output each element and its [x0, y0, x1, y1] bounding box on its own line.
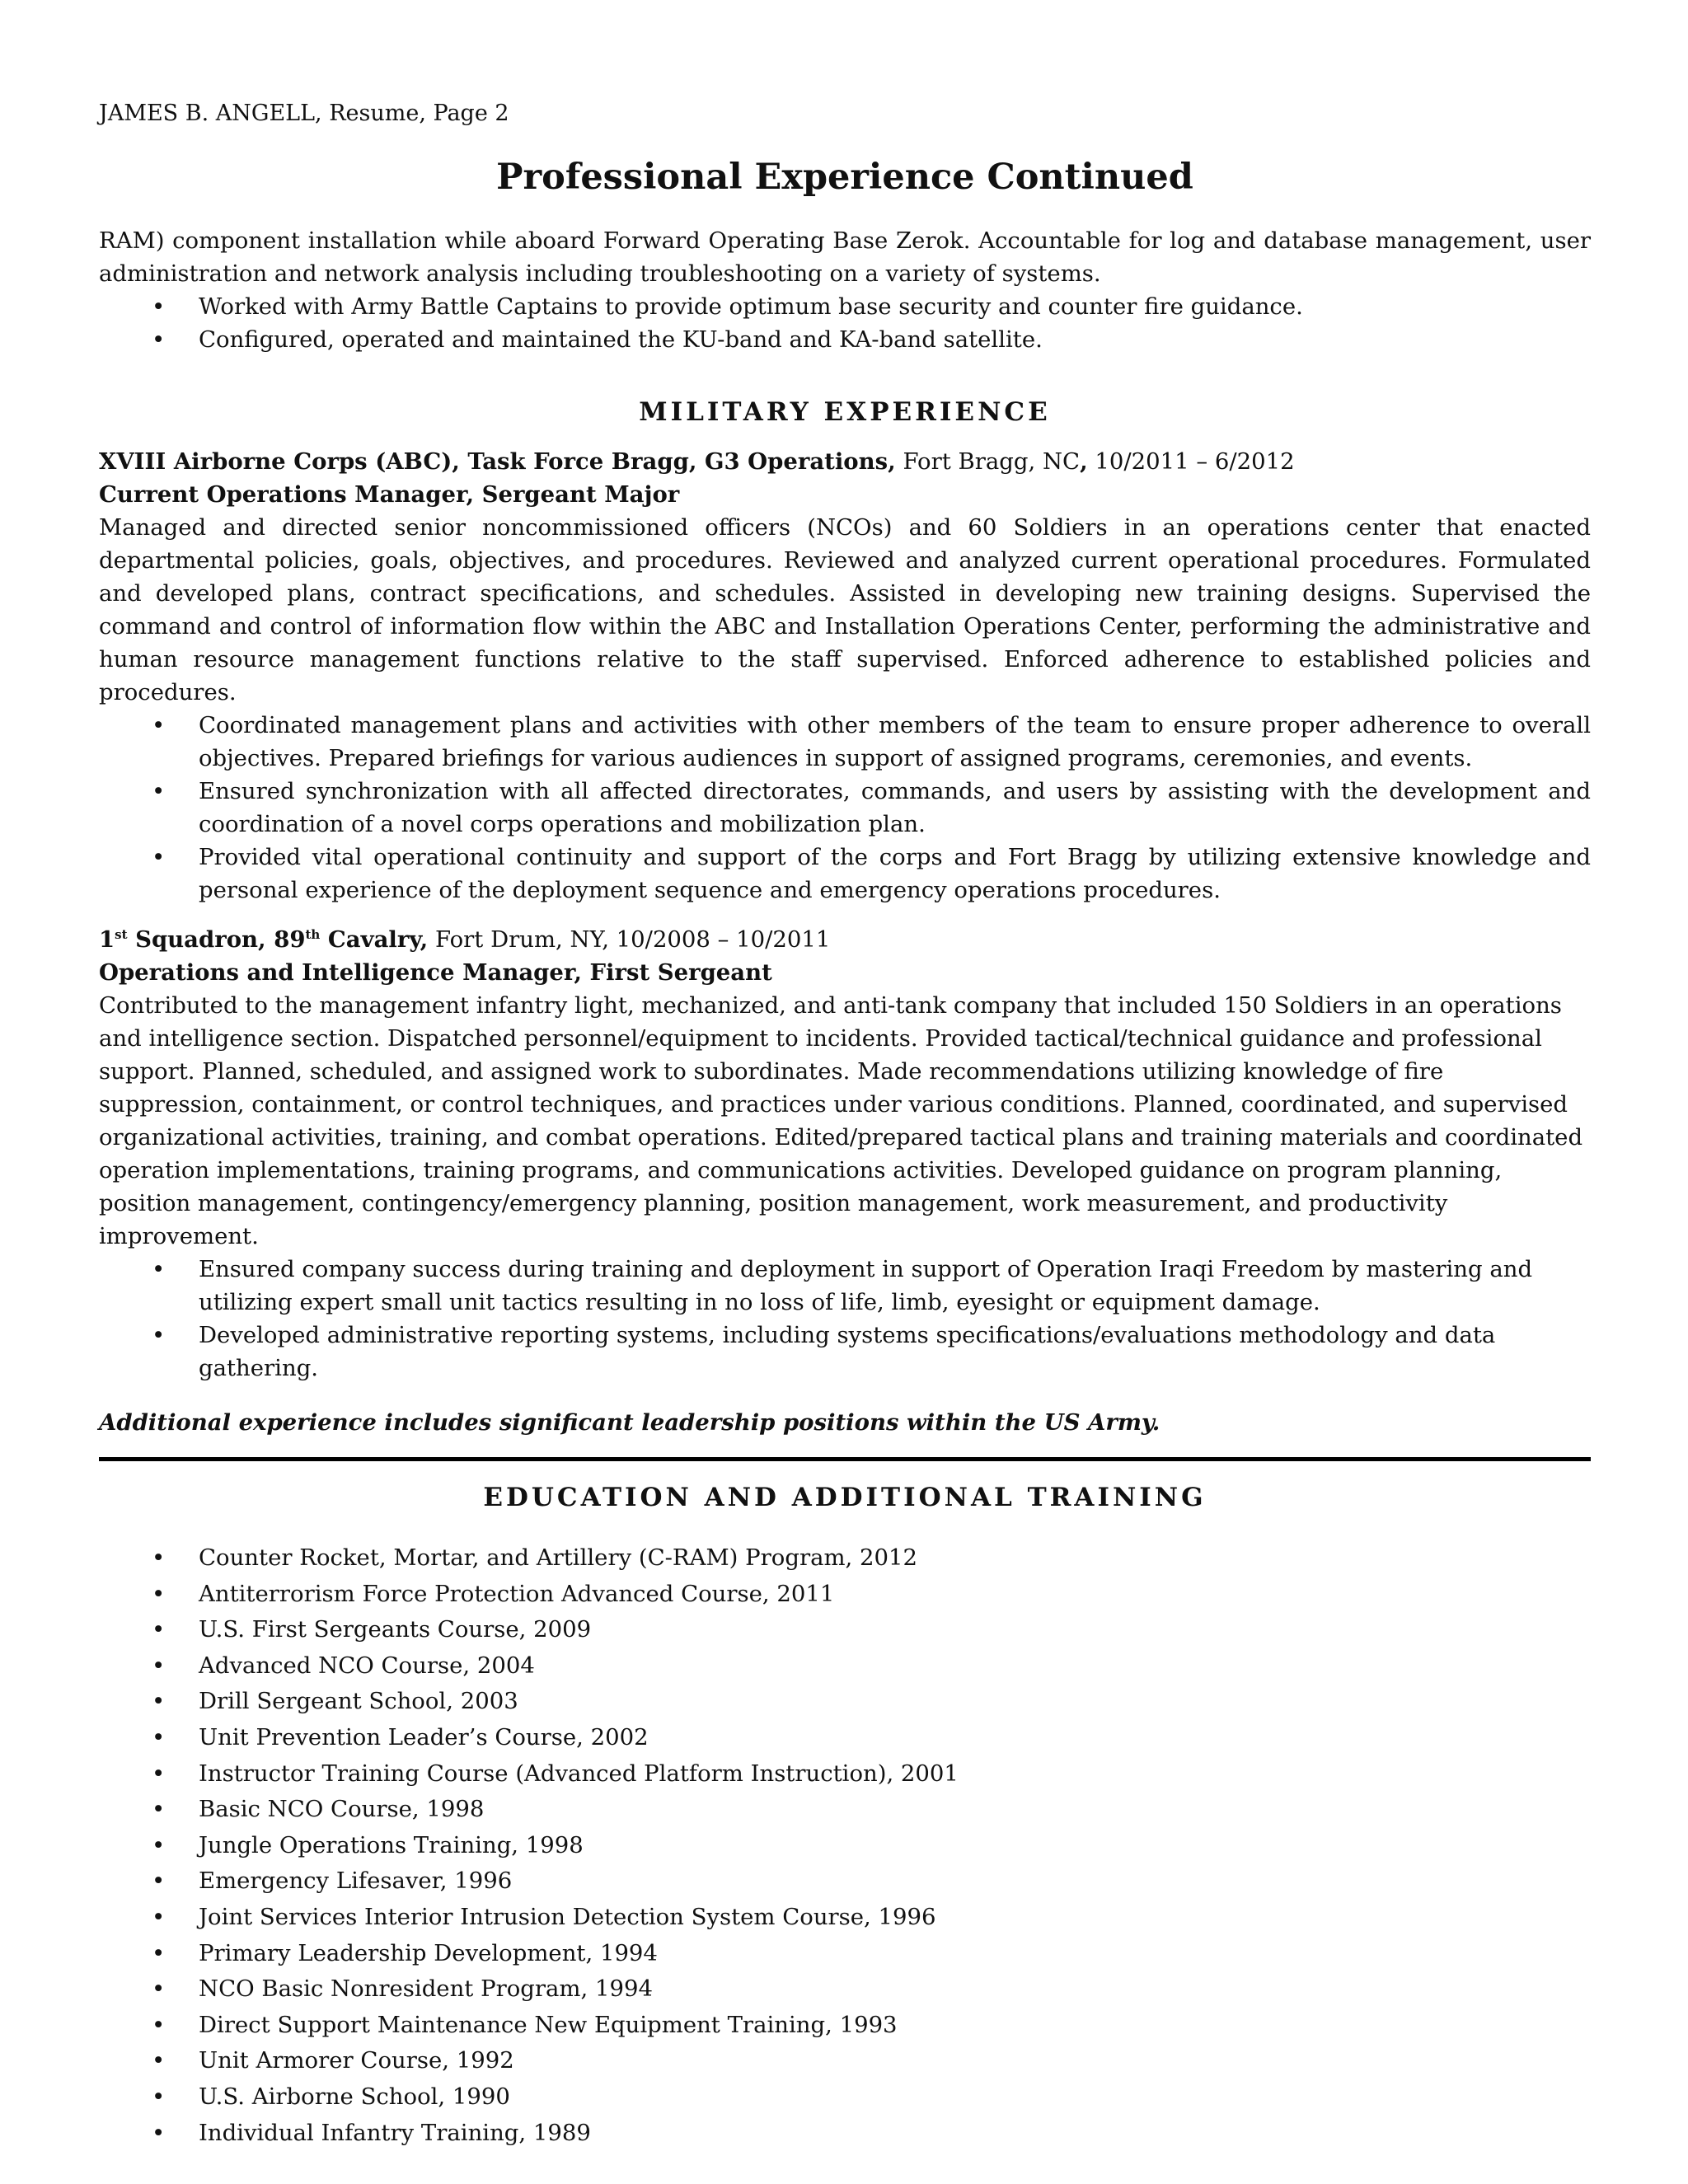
education-item: • Joint Services Interior Intrusion Detection System Course, 1996	[99, 1900, 1591, 1936]
job-description: Contributed to the management infantry light, mechanized, and anti-tank company that included 150 Soldiers in an operations and intelligence section. Dispatched personnel/equipment to incidents. Provided tactical/technical guidance and professional support. Planned, scheduled, and assigned work to subordinates. Made recommendations utilizing knowledge of fire suppression, containment, or control techniques, and practices under various conditions. Planned, coordinated, and supervised organizational activities, training, and combat operations. Edited/prepared tactical plans and training materials and coordinated operation implementations, training programs, and communications activities. Developed guidance on program planning, position management, contingency/emergency planning, position management, work measurement, and productivity improvement.	[99, 992, 1583, 1249]
military-experience-heading: MILITARY EXPERIENCE	[639, 397, 1051, 427]
additional-experience-note: Additional experience includes significant leadership positions within the US Army.	[99, 1409, 1160, 1436]
list-item: • Configured, operated and maintained the KU-band and KA-band satellite.	[99, 323, 1591, 356]
education-heading: EDUCATION AND ADDITIONAL TRAINING	[483, 1483, 1207, 1512]
bullet-icon: •	[152, 1256, 166, 1282]
education-item: • Drill Sergeant School, 2003	[99, 1684, 1591, 1720]
education-item: • Individual Infantry Training, 1989	[99, 2116, 1591, 2152]
bullet-icon: •	[152, 1939, 166, 1966]
bullet-icon: •	[152, 326, 166, 353]
bullet-icon: •	[152, 1831, 166, 1858]
job-org-line: XVIII Airborne Corps (ABC), Task Force Bragg, G3 Operations, Fort Bragg, NC, 10/2011 – 6/2012	[99, 448, 1295, 475]
section-divider	[99, 1457, 1591, 1461]
job-entry	[99, 923, 1591, 1385]
education-item: • U.S. First Sergeants Course, 2009	[99, 1612, 1591, 1648]
education-item: • Antiterrorism Force Protection Advanced Course, 2011	[99, 1577, 1591, 1613]
bullet-icon: •	[152, 1903, 166, 1930]
job-org-line	[99, 923, 1591, 956]
job-location: Fort Bragg, NC	[895, 448, 1081, 475]
list-item: • Ensured company success during training and deployment in support of Operation Iraqi Freedom by mastering and utilizing expert small unit tactics resulting in no loss of life, limb, eyesight or equipment damage.	[99, 1253, 1591, 1319]
bullet-icon: •	[152, 712, 166, 738]
bullet-icon: •	[152, 1580, 166, 1607]
education-item: • U.S. Airborne School, 1990	[99, 2079, 1591, 2116]
job-bullet-list	[99, 709, 1591, 907]
education-item: • Basic NCO Course, 1998	[99, 1792, 1591, 1828]
list-item: • Ensured synchronization with all affected directorates, commands, and users by assisting with the development and coordination of a novel corps operations and mobilization plan.	[99, 775, 1591, 841]
bullet-icon: •	[152, 1688, 166, 1715]
bullet-icon: •	[152, 844, 166, 870]
job-location: Fort Drum, NY, 10/2008 – 10/2011	[428, 926, 831, 953]
education-item: • Emergency Lifesaver, 1996	[99, 1863, 1591, 1900]
bullet-icon: •	[152, 1796, 166, 1823]
education-item: • Primary Leadership Development, 1994	[99, 1936, 1591, 1972]
bullet-icon: •	[152, 1975, 166, 2003]
bullet-icon: •	[152, 778, 166, 804]
list-item: • Provided vital operational continuity and support of the corps and Fort Bragg by utilizing extensive knowledge and personal experience of the deployment sequence and emergency operations procedures.	[99, 841, 1591, 907]
education-item: • Counter Rocket, Mortar, and Artillery (C-RAM) Program, 2012	[99, 1540, 1591, 1577]
education-list	[99, 1540, 1591, 2151]
education-item: • Unit Prevention Leader’s Course, 2002	[99, 1720, 1591, 1756]
bullet-icon: •	[152, 293, 166, 320]
job-bullet-list	[99, 1253, 1591, 1385]
bullet-icon: •	[152, 2011, 166, 2038]
bullet-icon: •	[152, 1760, 166, 1787]
list-item: • Developed administrative reporting systems, including systems specifications/evaluations methodology and data gathering.	[99, 1319, 1591, 1385]
education-item: • Instructor Training Course (Advanced Platform Instruction), 2001	[99, 1756, 1591, 1793]
list-item: • Worked with Army Battle Captains to provide optimum base security and counter fire guidance.	[99, 290, 1591, 323]
bullet-icon: •	[152, 1616, 166, 1643]
job-title: Current Operations Manager, Sergeant Major	[99, 481, 680, 508]
education-item: • Direct Support Maintenance New Equipment Training, 1993	[99, 2008, 1591, 2044]
job-title: Operations and Intelligence Manager, First Sergeant	[99, 959, 772, 986]
page-title: Professional Experience Continued	[496, 157, 1193, 198]
education-item: • NCO Basic Nonresident Program, 1994	[99, 1971, 1591, 2008]
running-header: JAMES B. ANGELL, Resume, Page 2	[99, 101, 509, 126]
bullet-icon: •	[152, 1652, 166, 1679]
list-item: • Coordinated management plans and activities with other members of the team to ensure proper adherence to overall objectives. Prepared briefings for various audiences in support of assigned programs, ceremonies, and events.	[99, 709, 1591, 775]
job-dates: 10/2011 – 6/2012	[1087, 448, 1295, 475]
bullet-icon: •	[152, 2083, 166, 2110]
bullet-icon: •	[152, 1544, 166, 1571]
continued-paragraph: RAM) component installation while aboard Forward Operating Base Zerok. Accountable for log and database management, user administration and network analysis including troubleshooting on a variety of systems.	[99, 227, 1591, 287]
continued-bullet-list	[99, 290, 1591, 356]
education-item: • Advanced NCO Course, 2004	[99, 1648, 1591, 1685]
job-entry	[99, 445, 1591, 907]
job-org: XVIII Airborne Corps (ABC), Task Force Bragg, G3 Operations,	[99, 448, 896, 475]
bullet-icon: •	[152, 1322, 166, 1348]
education-item: • Jungle Operations Training, 1998	[99, 1828, 1591, 1864]
bullet-icon: •	[152, 2119, 166, 2146]
job-org: 1st Squadron, 89th Cavalry,	[99, 926, 429, 953]
education-item: • Unit Armorer Course, 1992	[99, 2043, 1591, 2079]
resume-page	[99, 97, 1591, 2151]
bullet-icon: •	[152, 2047, 166, 2074]
bullet-icon: •	[152, 1868, 166, 1895]
bullet-icon: •	[152, 1723, 166, 1750]
job-description: Managed and directed senior noncommissioned officers (NCOs) and 60 Soldiers in an operations center that enacted departmental policies, goals, objectives, and procedures. Reviewed and analyzed current operational procedures. Formulated and developed plans, contract specifications, and schedules. Assisted in developing new training designs. Supervised the command and control of information flow within the ABC and Installation Operations Center, performing the administrative and human resource management functions relative to the staff supervised. Enforced adherence to established policies and procedures.	[99, 514, 1591, 705]
